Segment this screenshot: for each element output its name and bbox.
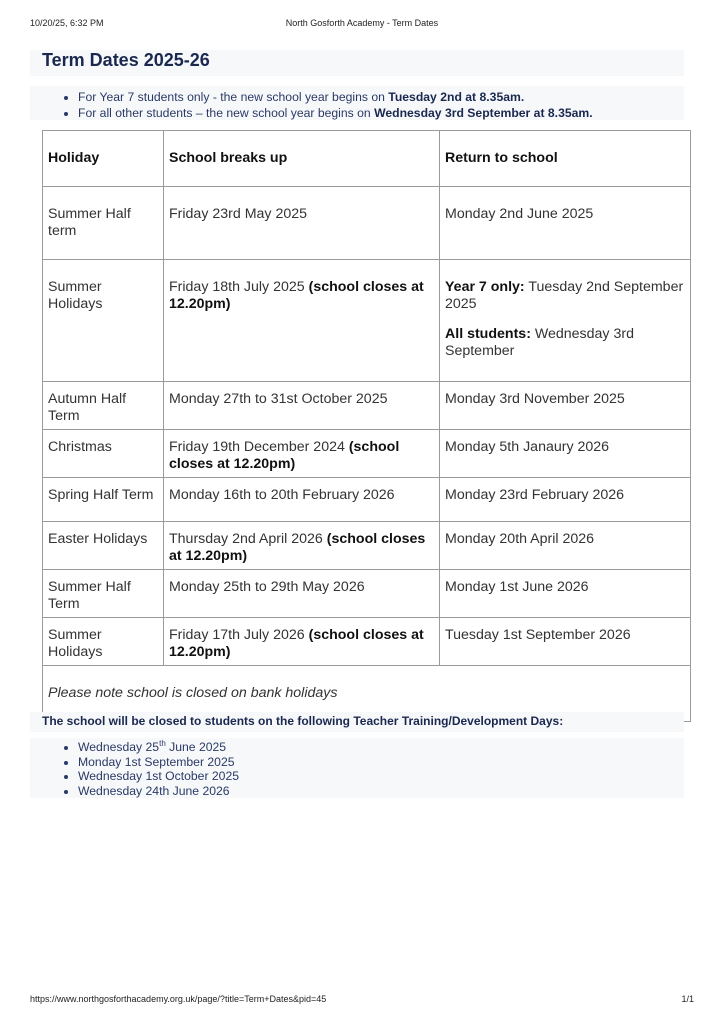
breaks-cell: Friday 18th July 2025 (school closes at 12.20pm) (164, 260, 440, 382)
return-cell: Monday 20th April 2026 (440, 522, 691, 570)
holiday-cell: Summer Holidays (43, 618, 164, 666)
table-header-row (43, 131, 691, 187)
list-item: • Wednesday 24th June 2026 (78, 784, 678, 799)
training-days-list (42, 740, 678, 798)
print-url: https://www.northgosforthacademy.org.uk/page/?title=Term+Dates&pid=45 (30, 994, 327, 1004)
start-notes-list (42, 89, 718, 121)
holiday-cell: Autumn Half Term (43, 382, 164, 430)
table-row (43, 618, 691, 666)
holiday-cell: Summer Holidays (43, 260, 164, 382)
print-header (30, 18, 694, 32)
breaks-cell: Thursday 2nd April 2026 (school closes at 12.20pm) (164, 522, 440, 570)
print-page-title: North Gosforth Academy - Term Dates (285, 18, 439, 28)
column-header-holiday: Holiday (43, 131, 164, 187)
holiday-cell: Easter Holidays (43, 522, 164, 570)
table-row (43, 187, 691, 260)
return-cell: Monday 2nd June 2025 (440, 187, 691, 260)
page-title: Term Dates 2025-26 (42, 50, 210, 70)
breaks-cell: Friday 17th July 2026 (school closes at 12.20pm) (164, 618, 440, 666)
breaks-cell: Monday 27th to 31st October 2025 (164, 382, 440, 430)
bank-holiday-note: Please note school is closed on bank holidays (43, 666, 691, 722)
list-item: • Monday 1st September 2025 (78, 755, 678, 770)
column-header-breaks: School breaks up (164, 131, 440, 187)
print-footer (30, 994, 694, 1008)
list-item: • Wednesday 25th June 2025 (78, 740, 678, 755)
print-page-number: 1/1 (681, 994, 694, 1004)
table-row (43, 522, 691, 570)
holiday-cell: Christmas (43, 430, 164, 478)
print-datetime: 10/20/25, 6:32 PM (30, 18, 104, 28)
table-row (43, 430, 691, 478)
training-days-heading: The school will be closed to students on the following Teacher Training/Development Days: (42, 714, 564, 728)
holiday-cell: Summer Half term (43, 187, 164, 260)
breaks-cell: Monday 16th to 20th February 2026 (164, 478, 440, 522)
return-cell: Tuesday 1st September 2026 (440, 618, 691, 666)
list-item: • For Year 7 students only - the new school year begins on Tuesday 2nd at 8.35am. (78, 89, 718, 105)
return-cell: Monday 3rd November 2025 (440, 382, 691, 430)
return-cell: Monday 1st June 2026 (440, 570, 691, 618)
table-row (43, 478, 691, 522)
return-cell: Monday 23rd February 2026 (440, 478, 691, 522)
return-cell: Monday 5th Janaury 2026 (440, 430, 691, 478)
column-header-return: Return to school (440, 131, 691, 187)
table-row (43, 260, 691, 382)
holiday-cell: Spring Half Term (43, 478, 164, 522)
holiday-cell: Summer Half Term (43, 570, 164, 618)
table-row (43, 570, 691, 618)
breaks-cell: Friday 23rd May 2025 (164, 187, 440, 260)
breaks-cell: Friday 19th December 2024 (school closes at 12.20pm) (164, 430, 440, 478)
breaks-cell: Monday 25th to 29th May 2026 (164, 570, 440, 618)
return-cell: Year 7 only: Tuesday 2nd September 2025 All students: Wednesday 3rd September (440, 260, 691, 382)
table-row (43, 382, 691, 430)
list-item: • For all other students – the new school year begins on Wednesday 3rd September at 8.35am. (78, 105, 718, 121)
term-dates-table (42, 130, 691, 722)
list-item: • Wednesday 1st October 2025 (78, 769, 678, 784)
